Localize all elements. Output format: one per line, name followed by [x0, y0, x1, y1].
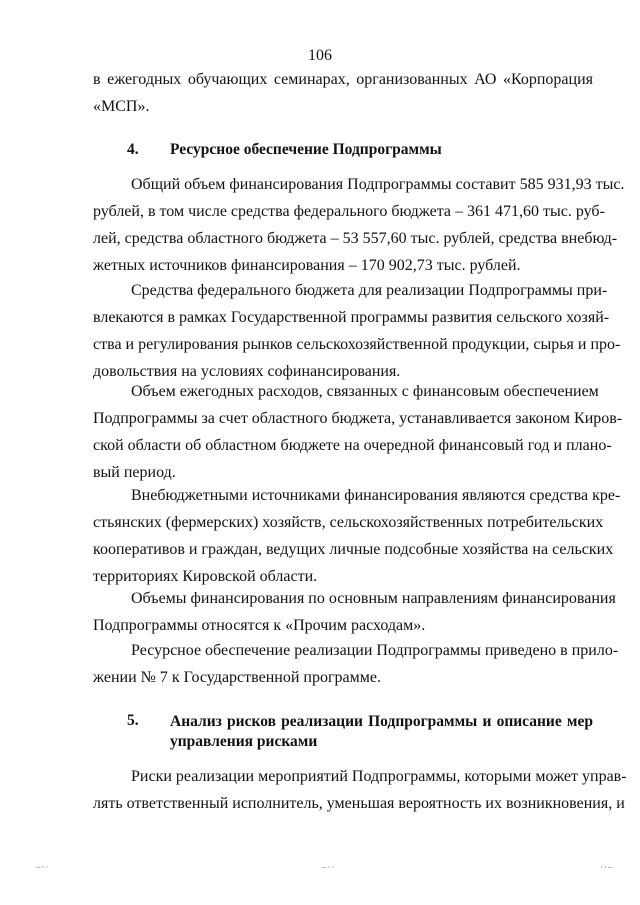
text-line: жении № 7 к Государственной программе. [93, 669, 381, 686]
text-line: ства и регулирования рынков сельскохозяйственной продукции, сырья и про- [93, 336, 621, 353]
text-line: лять ответственный исполнитель, уменьшая вероятность их возникновения, и [93, 795, 625, 812]
text-line: в ежегодных обучающих семинарах, организованных АО «Корпорация [93, 71, 593, 88]
section-5-number: 5. [127, 712, 139, 729]
text-line: влекаются в рамках Государственной программы развития сельского хозяй- [93, 309, 610, 326]
text-line: стьянских (фермерских) хозяйств, сельскохозяйственных потребительских [93, 514, 604, 531]
scan-mark: ··– [600, 862, 614, 872]
paragraph-7 [93, 763, 627, 817]
section-5-title-line-2: управления рисками [170, 733, 318, 750]
scan-mark: –·· [322, 862, 336, 872]
paragraph-6 [93, 637, 619, 691]
page-number: 106 [308, 47, 332, 64]
text-line: «МСП». [93, 98, 150, 115]
text-line: кооперативов и граждан, ведущих личные подсобные хозяйства на сельских [93, 541, 614, 558]
paragraph-1 [93, 171, 625, 279]
text-line: территориях Кировской области. [93, 568, 318, 585]
text-line: Общий объем финансирования Подпрограммы составит 585 931,93 тыс. [131, 176, 625, 193]
text-line: Ресурсное обеспечение реализации Подпрограммы приведено в прило- [131, 642, 619, 659]
text-line: лей, средства областного бюджета – 53 557,60 тыс. рублей, средства внебюд- [93, 230, 618, 247]
text-line: Подпрограммы относятся к «Прочим расходам». [93, 617, 426, 634]
text-line: Объем ежегодных расходов, связанных с финансовым обеспечением [131, 383, 599, 400]
section-4-number: 4. [127, 141, 139, 158]
text-line: Подпрограммы за счет областного бюджета, устанавливается законом Киров- [93, 410, 623, 427]
section-4-title: Ресурсное обеспечение Подпрограммы [170, 141, 442, 158]
text-line: Объемы финансирования по основным направлениям финансирования [131, 590, 616, 607]
paragraph-2 [93, 277, 621, 385]
paragraph-4 [93, 482, 621, 590]
section-5-title-line-1: Анализ рисков реализации Подпрограммы и описание мер [170, 713, 593, 730]
text-line: довольствия на условиях софинансирования. [93, 363, 401, 380]
intro-paragraph [93, 66, 593, 120]
text-line: ской области об областном бюджете на очередной финансовый год и плано- [93, 437, 612, 454]
scan-mark: –·· [36, 862, 50, 872]
text-line: вый период. [93, 464, 176, 481]
paragraph-5 [93, 585, 616, 639]
text-line: Внебюджетными источниками финансирования являются средства кре- [131, 487, 621, 504]
text-line: Средства федерального бюджета для реализации Подпрограммы при- [131, 282, 608, 299]
text-line: рублей, в том числе средства федерального бюджета – 361 471,60 тыс. руб- [93, 203, 605, 220]
paragraph-3 [93, 378, 623, 486]
section-5-title [170, 712, 593, 752]
text-line: Риски реализации мероприятий Подпрограммы, которыми может управ- [131, 768, 627, 785]
text-line: жетных источников финансирования – 170 902,73 тыс. рублей. [93, 257, 521, 274]
